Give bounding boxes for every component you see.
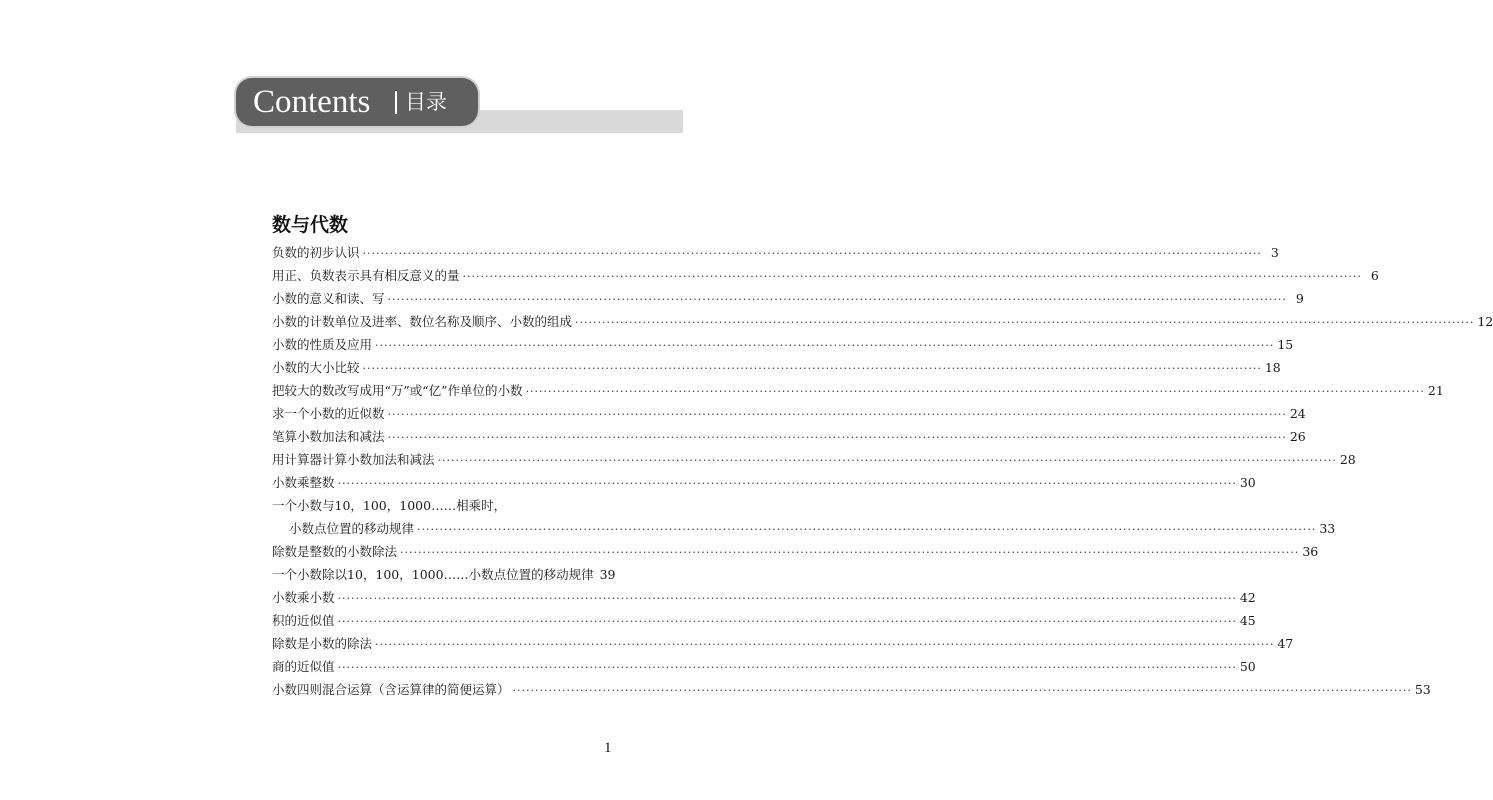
toc-entry	[272, 356, 1281, 379]
toc-entry-title: 笔算小数加法和减法	[272, 429, 385, 444]
toc-entry-title: 负数的初步认识	[272, 245, 360, 260]
toc-leader-dots: ········································································································································································································	[462, 270, 1362, 283]
toc-leader-dots: ········································································································································································································	[362, 362, 1262, 375]
toc-entry-title: 小数的大小比较	[272, 360, 360, 375]
toc-entry	[272, 287, 1304, 310]
toc-entry-title: 除数是整数的小数除法	[272, 544, 398, 559]
toc-entry	[272, 310, 1493, 333]
toc-leader-dots: ········································································································································································································	[417, 523, 1317, 536]
toc-entry	[272, 494, 600, 517]
toc-entry	[272, 609, 1256, 632]
toc-leader-dots: ········································································································································································································	[387, 293, 1287, 306]
toc-entry-page: 30	[1239, 475, 1256, 490]
toc-entry	[272, 402, 1306, 425]
toc-entry-page: 3	[1270, 245, 1279, 260]
toc-leader-dots: ········································································································································································································	[337, 661, 1237, 674]
toc-entry	[272, 264, 1379, 287]
toc-entry-title: 用计算器计算小数加法和减法	[272, 452, 435, 467]
toc-entry-page: 42	[1239, 590, 1256, 605]
toc-entry-title: 商的近似值	[272, 659, 335, 674]
header-divider	[395, 91, 397, 114]
toc-entry-title: 一个小数与10，100，1000……相乘时，	[272, 498, 507, 513]
toc-entry	[272, 632, 1294, 655]
toc-entry-page: 28	[1339, 452, 1356, 467]
toc-entry-title: 把较大的数改写成用“万”或“亿”作单位的小数	[272, 383, 523, 398]
toc-entry-page: 12	[1477, 314, 1493, 329]
toc-entry-page: 53	[1414, 682, 1431, 697]
toc-entry-title: 除数是小数的除法	[272, 636, 373, 651]
toc-entry-page: 36	[1302, 544, 1319, 559]
toc-leader-dots: ········································································································································································································	[387, 408, 1287, 421]
toc-entry-title: 小数乘整数	[272, 475, 335, 490]
toc-entry	[272, 448, 1356, 471]
toc-leader-dots: ········································································································································································································	[400, 546, 1300, 559]
toc-leader-dots: ········································································································································································································	[437, 454, 1337, 467]
toc-entry-title: 小数点位置的移动规律	[289, 521, 415, 536]
toc-entry	[272, 241, 1279, 264]
toc-leader-dots: ········································································································································································································	[375, 638, 1275, 651]
toc-entry-page: 47	[1277, 636, 1294, 651]
toc-leader-dots: ········································································································································································································	[525, 385, 1425, 398]
toc-entry-title: 小数的性质及应用	[272, 337, 373, 352]
toc-entry-title: 小数四则混合运算（含运算律的简便运算）	[272, 682, 510, 697]
toc-leader-dots: ········································································································································································································	[337, 592, 1237, 605]
toc-leader-dots: ········································································································································································································	[337, 477, 1237, 490]
section-title: 数与代数	[272, 214, 349, 236]
toc-entry-title: 积的近似值	[272, 613, 335, 628]
toc-entry-page: 33	[1319, 521, 1336, 536]
toc-leader-dots: ········································································································································································································	[512, 684, 1412, 697]
toc-entry	[272, 333, 1294, 356]
toc-entry-page: 45	[1239, 613, 1256, 628]
toc-entry-page: 24	[1289, 406, 1306, 421]
toc-entry-page: 39	[599, 567, 616, 582]
toc-leader-dots: ········································································································································································································	[575, 316, 1475, 329]
toc-entry-page: 6	[1370, 268, 1379, 283]
toc-entry	[272, 517, 1336, 540]
page-number: 1	[604, 740, 612, 756]
toc-entry-title: 求一个小数的近似数	[272, 406, 385, 421]
toc-entry-title: 小数的意义和读、写	[272, 291, 385, 306]
toc-leader-dots: ········································································································································································································	[387, 431, 1287, 444]
toc-entry	[272, 678, 1431, 701]
toc-leader-dots: ········································································································································································································	[362, 247, 1262, 260]
toc-entry-page: 50	[1239, 659, 1256, 674]
toc-entry-title: 用正、负数表示具有相反意义的量	[272, 268, 460, 283]
table-of-contents	[272, 241, 1493, 701]
toc-entry-page: 18	[1264, 360, 1281, 375]
toc-leader-dots: ········································································································································································································	[337, 615, 1237, 628]
toc-entry	[272, 586, 1256, 609]
toc-entry	[272, 425, 1306, 448]
toc-entry	[272, 563, 616, 586]
toc-entry-title: 小数乘小数	[272, 590, 335, 605]
toc-entry	[272, 655, 1256, 678]
toc-entry	[272, 540, 1319, 563]
toc-entry-page: 26	[1289, 429, 1306, 444]
toc-entry-title: 一个小数除以10，100，1000……小数点位置的移动规律	[272, 567, 594, 582]
toc-entry-page: 21	[1427, 383, 1444, 398]
contents-heading: Contents	[253, 84, 371, 120]
toc-entry-page: 9	[1295, 291, 1304, 306]
toc-entry	[272, 471, 1256, 494]
contents-heading-chinese: 目录	[405, 90, 447, 114]
toc-leader-dots: ········································································································································································································	[375, 339, 1275, 352]
toc-entry	[272, 379, 1444, 402]
toc-entry-page: 15	[1277, 337, 1294, 352]
toc-entry-title: 小数的计数单位及进率、数位名称及顺序、小数的组成	[272, 314, 573, 329]
